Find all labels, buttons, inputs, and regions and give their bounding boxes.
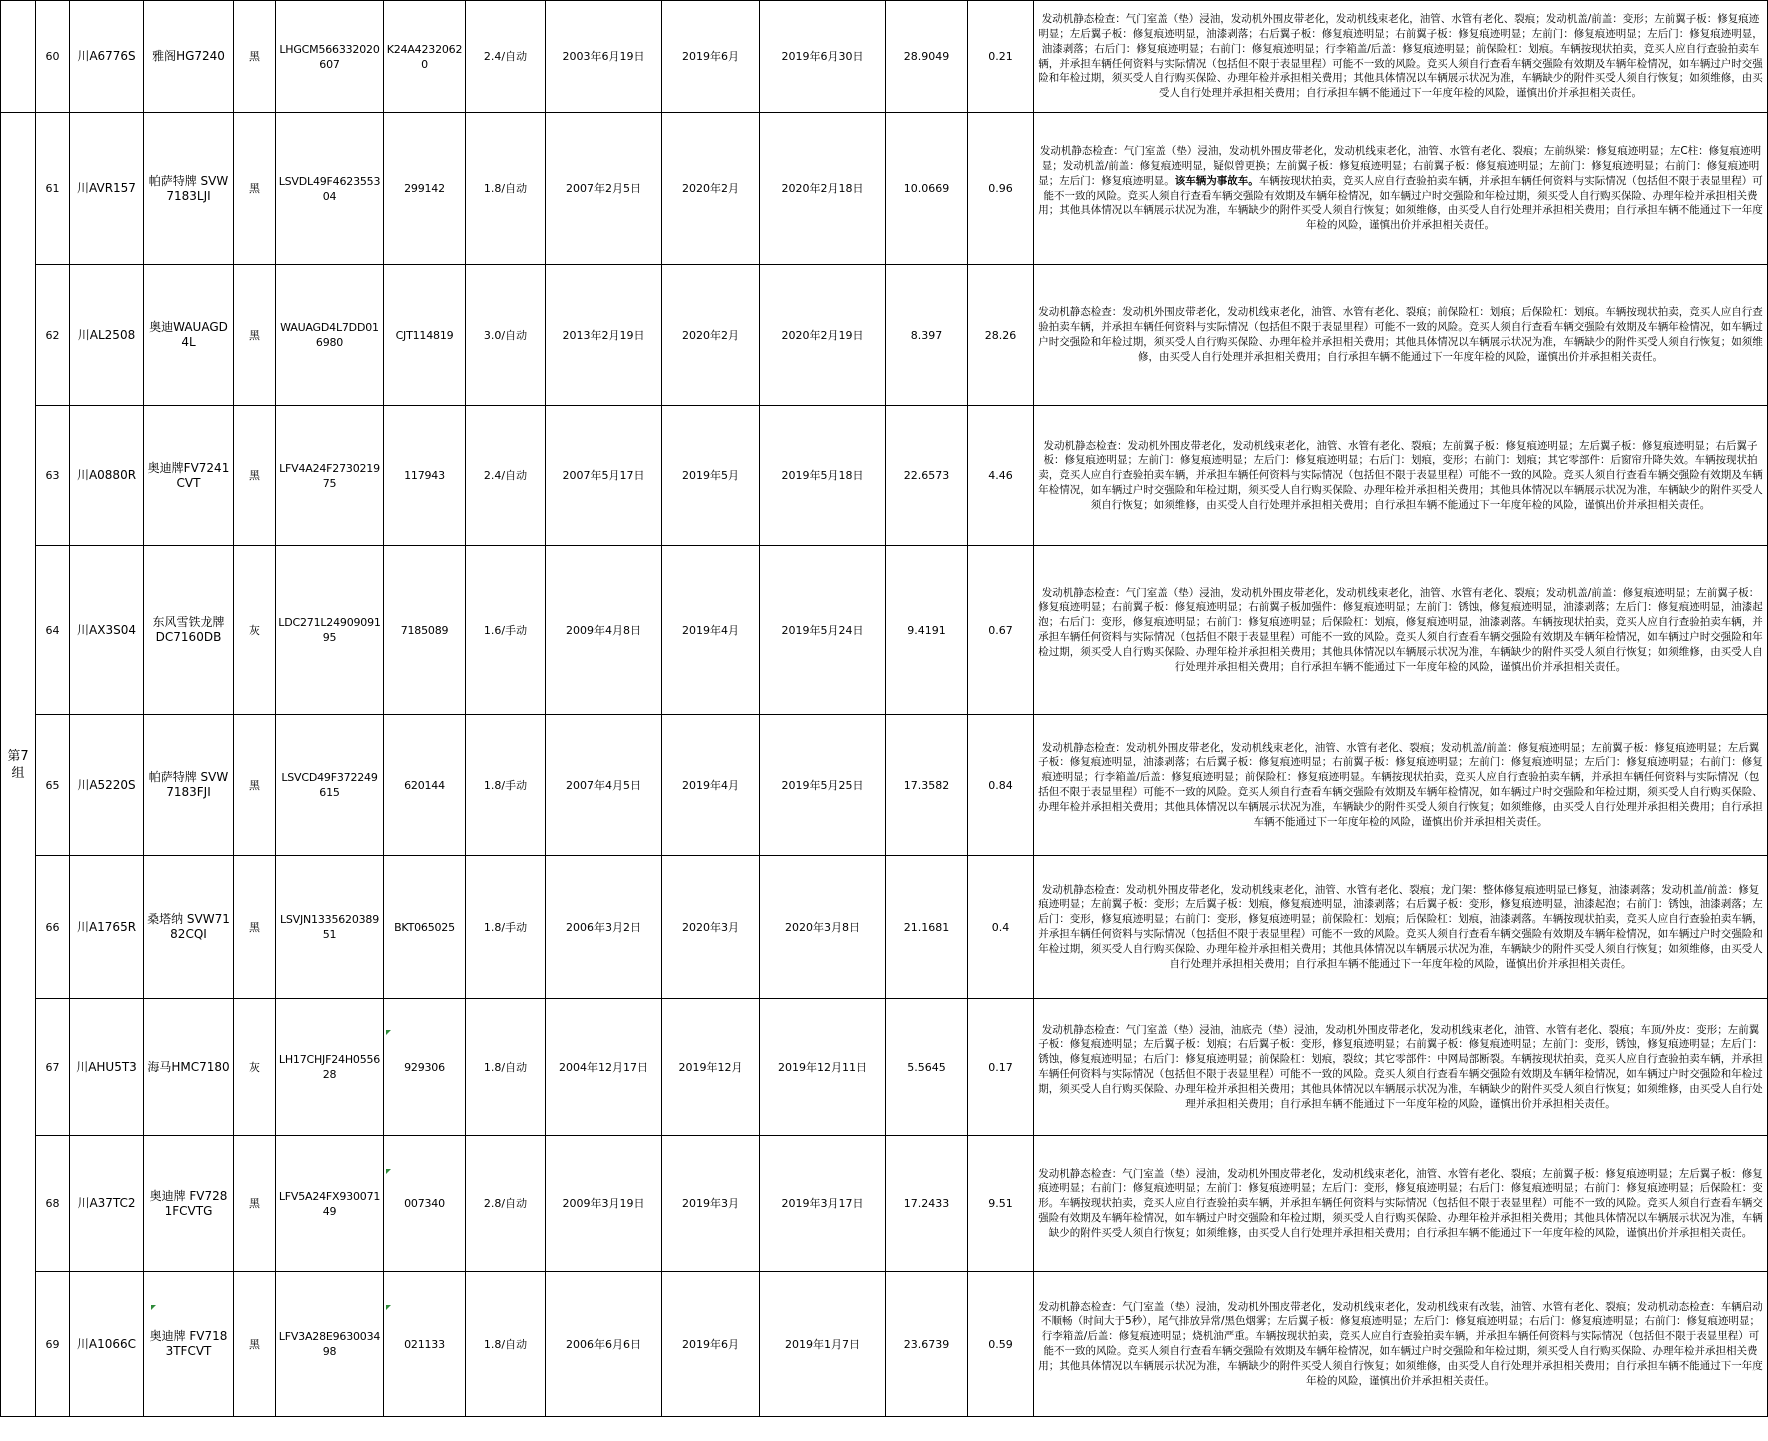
row-number: 60 <box>36 1 70 113</box>
vehicle-color: 灰 <box>234 546 276 715</box>
inspection-remark <box>1034 999 1768 1136</box>
vehicle-color: 黑 <box>234 856 276 999</box>
license-plate: 川A0880R <box>70 406 144 546</box>
price: 0.59 <box>968 1272 1034 1417</box>
comment-marker <box>386 1030 391 1035</box>
mileage: 22.6573 <box>886 406 968 546</box>
mileage: 5.5645 <box>886 999 968 1136</box>
row-number: 62 <box>36 265 70 406</box>
registration-date: 2007年5月17日 <box>546 406 662 546</box>
engine-number: 117943 <box>384 406 466 546</box>
vehicle-model: 奥迪牌FV7241CVT <box>144 406 234 546</box>
registration-date: 2006年3月2日 <box>546 856 662 999</box>
mileage: 10.0669 <box>886 113 968 265</box>
price: 0.21 <box>968 1 1034 113</box>
inspection-valid-until: 2019年6月 <box>662 1272 760 1417</box>
inspection-remark <box>1034 715 1768 856</box>
registration-date: 2003年6月19日 <box>546 1 662 113</box>
inspection-valid-until: 2019年12月 <box>662 999 760 1136</box>
row-number: 64 <box>36 546 70 715</box>
price: 0.96 <box>968 113 1034 265</box>
vehicle-color: 黑 <box>234 113 276 265</box>
inspection-valid-until: 2020年3月 <box>662 856 760 999</box>
mileage: 21.1681 <box>886 856 968 999</box>
table-row <box>1 113 1768 265</box>
comment-marker <box>151 1305 156 1310</box>
insurance-valid-until: 2020年2月19日 <box>760 265 886 406</box>
vehicle-model: 帕萨特牌 SVW7183FJI <box>144 715 234 856</box>
remark-text: 发动机静态检查：气门室盖（垫）浸油，发动机外围皮带老化，发动机线束老化，油管、水管有老化、裂痕；左前翼子板：修复痕迹明显；左后翼子板：修复痕迹明显；右前门：修复痕迹明显；左前门：修复痕迹明显；左后门：变形，修复痕迹明显；右后门：修复痕迹明显；右前门：修复痕迹明显；后保险杠：变形。车辆按现状拍卖，竞买人应自行查验拍卖车辆，并承担车辆任何资料与实际情况（包括但不限于表显里程）可能不一致的风险。竞买人须自行查看车辆交强险有效期及车辆年检情况，如车辆过户时交强险和年检过期，须买受人自行购买保险、办理年检并承担相关费用；其他具体情况以车辆展示状况为准，车辆缺少的附件买受人须自行恢复；如须维修，由买受人自行处理并承担相关费用；自行承担车辆不能通过下一年度年检的风险，谨慎出价并承担相关责任。 <box>1038 1167 1763 1239</box>
engine-number: 299142 <box>384 113 466 265</box>
remark-text-continued: 车辆按现状拍卖，竞买人应自行查验拍卖车辆，并承担车辆任何资料与实际情况（包括但不限于表显里程）可能不一致的风险。竞买人须自行查看车辆交强险有效期及车辆年检情况，如车辆过户时交强险和年检过期，须买受人自行购买保险、办理年检并承担相关费用；其他具体情况以车辆展示状况为准，车辆缺少的附件买受人须自行恢复；如须维修，由买受人自行处理并承担相关费用；自行承担车辆不能通过下一年度年检的风险，谨慎出价并承担相关责任。 <box>1038 174 1763 232</box>
inspection-valid-until: 2019年3月 <box>662 1136 760 1272</box>
insurance-valid-until: 2019年12月11日 <box>760 999 886 1136</box>
registration-date: 2013年2月19日 <box>546 265 662 406</box>
mileage: 9.4191 <box>886 546 968 715</box>
row-number: 69 <box>36 1272 70 1417</box>
inspection-remark <box>1034 406 1768 546</box>
engine-number: 620144 <box>384 715 466 856</box>
mileage: 28.9049 <box>886 1 968 113</box>
engine-number: 007340 <box>384 1136 466 1272</box>
displacement-transmission: 1.8/自动 <box>466 1272 546 1417</box>
inspection-remark <box>1034 546 1768 715</box>
registration-date: 2004年12月17日 <box>546 999 662 1136</box>
vehicle-color: 黑 <box>234 1136 276 1272</box>
vehicle-color: 黑 <box>234 406 276 546</box>
inspection-remark <box>1034 1 1768 113</box>
insurance-valid-until: 2019年3月17日 <box>760 1136 886 1272</box>
license-plate: 川A6776S <box>70 1 144 113</box>
table-row <box>1 546 1768 715</box>
table-body <box>1 1 1768 1417</box>
row-number: 68 <box>36 1136 70 1272</box>
inspection-valid-until: 2020年2月 <box>662 265 760 406</box>
displacement-transmission: 2.8/自动 <box>466 1136 546 1272</box>
license-plate: 川A1066C <box>70 1272 144 1417</box>
table-row <box>1 856 1768 999</box>
vehicle-model: 奥迪牌 FV7281FCVTG <box>144 1136 234 1272</box>
price: 9.51 <box>968 1136 1034 1272</box>
vehicle-model: 东风雪铁龙牌 DC7160DB <box>144 546 234 715</box>
vin-number: LDC271L2490909195 <box>276 546 384 715</box>
remark-text: 发动机静态检查：气门室盖（垫）浸油，油底壳（垫）浸油，发动机外围皮带老化，发动机线束老化，油管、水管有老化、裂痕；车顶/外皮：变形；左前翼子板：修复痕迹明显；左后翼子板：划痕；右后翼子板：变形，修复痕迹明显；右前翼子板：修复痕迹明显；左前门：变形，锈蚀，修复痕迹明显；左后门：锈蚀，修复痕迹明显；右后门：修复痕迹明显；前保险杠：划痕，裂纹；其它零部件：中网局部断裂。车辆按现状拍卖，竞买人应自行查验拍卖车辆，并承担车辆任何资料与实际情况（包括但不限于表显里程）可能不一致的风险。竞买人须自行查看车辆交强险有效期及车辆年检情况，如车辆过户时交强险和年检过期，须买受人自行购买保险、办理年检并承担相关费用；其他具体情况以车辆展示状况为准，车辆缺少的附件买受人须自行恢复；如须维修，由买受人自行处理并承担相关费用；自行承担车辆不能通过下一年度年检的风险，谨慎出价并承担相关责任。 <box>1038 1023 1763 1110</box>
price: 4.46 <box>968 406 1034 546</box>
registration-date: 2009年3月19日 <box>546 1136 662 1272</box>
displacement-transmission: 2.4/自动 <box>466 406 546 546</box>
vehicle-color: 灰 <box>234 999 276 1136</box>
vehicle-model: 帕萨特牌 SVW7183LJI <box>144 113 234 265</box>
engine-number: 929306 <box>384 999 466 1136</box>
vin-number: WAUAGD4L7DD016980 <box>276 265 384 406</box>
remark-text: 发动机静态检查：发动机外围皮带老化，发动机线束老化，油管、水管有老化、裂痕；龙门架：整体修复痕迹明显已修复，油漆剥落；发动机盖/前盖：修复痕迹明显；左前翼子板：变形；左后翼子板：划痕，修复痕迹明显，油漆剥落；右后翼子板：变形，修复痕迹明显，油漆起泡；右前门：锈蚀，油漆剥落；左后门：变形，修复痕迹明显；右前门：变形，修复痕迹明显；前保险杠：划痕；后保险杠：划痕，油漆剥落。车辆按现状拍卖，竞买人应自行查验拍卖车辆，并承担车辆任何资料与实际情况（包括但不限于表显里程）可能不一致的风险。竞买人须自行查看车辆交强险有效期及车辆年检情况，如车辆过户时交强险和年检过期，须买受人自行购买保险、办理年检并承担相关费用；其他具体情况以车辆展示状况为准，车辆缺少的附件买受人须自行恢复；如须维修，由买受人自行处理并承担相关费用；自行承担车辆不能通过下一年度年检的风险，谨慎出价并承担相关责任。 <box>1038 883 1763 970</box>
comment-marker <box>386 1305 391 1310</box>
mileage: 8.397 <box>886 265 968 406</box>
inspection-valid-until: 2019年5月 <box>662 406 760 546</box>
displacement-transmission: 1.8/自动 <box>466 113 546 265</box>
mileage: 17.3582 <box>886 715 968 856</box>
license-plate: 川AL2508 <box>70 265 144 406</box>
displacement-transmission: 1.8/手动 <box>466 715 546 856</box>
row-number: 65 <box>36 715 70 856</box>
engine-number: CJT114819 <box>384 265 466 406</box>
license-plate: 川AX3S04 <box>70 546 144 715</box>
inspection-remark <box>1034 1136 1768 1272</box>
inspection-valid-until: 2019年4月 <box>662 715 760 856</box>
table-row <box>1 406 1768 546</box>
insurance-valid-until: 2019年1月7日 <box>760 1272 886 1417</box>
accident-warning: 该车辆为事故车。 <box>1174 174 1259 187</box>
vin-number: LHGCM566332020607 <box>276 1 384 113</box>
vin-number: LSVCD49F372249615 <box>276 715 384 856</box>
vehicle-model: 桑塔纳 SVW7182CQI <box>144 856 234 999</box>
table-row <box>1 1 1768 113</box>
engine-number: 7185089 <box>384 546 466 715</box>
table-row <box>1 1136 1768 1272</box>
remark-text: 发动机静态检查：气门室盖（垫）浸油，发动机外围皮带老化，发动机线束老化，发动机线束有改装，油管、水管有老化、裂痕；发动机动态检查：车辆启动不顺畅（时间大于5秒），尾气排放异常/黑色烟雾；左后翼子板：修复痕迹明显；左后门：修复痕迹明显；右后门：修复痕迹明显；右前门：修复痕迹明显；行李箱盖/后盖：修复痕迹明显；烧机油严重。车辆按现状拍卖，竞买人应自行查验拍卖车辆，并承担车辆任何资料与实际情况（包括但不限于表显里程）可能不一致的风险。竞买人须自行查看车辆交强险有效期及车辆年检情况，如车辆过户时交强险和年检过期，须买受人自行购买保险、办理年检并承担相关费用；其他具体情况以车辆展示状况为准，车辆缺少的附件买受人须自行恢复；如须维修，由买受人自行处理并承担相关费用；自行承担车辆不能通过下一年度年检的风险，谨慎出价并承担相关责任。 <box>1038 1300 1763 1387</box>
vin-number: LH17CHJF24H055628 <box>276 999 384 1136</box>
vehicle-model: 奥迪牌 FV7183TFCVT <box>144 1272 234 1417</box>
row-filler-cell <box>1 1 36 113</box>
vehicle-color: 黑 <box>234 715 276 856</box>
inspection-remark <box>1034 113 1768 265</box>
inspection-valid-until: 2020年2月 <box>662 113 760 265</box>
displacement-transmission: 3.0/自动 <box>466 265 546 406</box>
inspection-remark <box>1034 265 1768 406</box>
engine-number: BKT065025 <box>384 856 466 999</box>
price: 0.67 <box>968 546 1034 715</box>
price: 0.17 <box>968 999 1034 1136</box>
price: 0.84 <box>968 715 1034 856</box>
vin-number: LFV3A28E963003498 <box>276 1272 384 1417</box>
vehicle-model: 奥迪WAUAGD4L <box>144 265 234 406</box>
comment-marker <box>386 1169 391 1174</box>
vin-number: LSVDL49F462355304 <box>276 113 384 265</box>
displacement-transmission: 1.6/手动 <box>466 546 546 715</box>
vin-number: LSVJN133562038951 <box>276 856 384 999</box>
license-plate: 川AHU5T3 <box>70 999 144 1136</box>
displacement-transmission: 1.8/手动 <box>466 856 546 999</box>
registration-date: 2007年2月5日 <box>546 113 662 265</box>
table-row <box>1 265 1768 406</box>
remark-text: 发动机静态检查：气门室盖（垫）浸油，发动机外围皮带老化，发动机线束老化，油管、水管有老化、裂痕；发动机盖/前盖：修复痕迹明显；左前翼子板：修复痕迹明显；右前翼子板：修复痕迹明显；右前翼子板加强件：修复痕迹明显；左前门：锈蚀，修复痕迹明显，油漆剥落；左后门：修复痕迹明显，油漆起泡；右后门：变形，修复痕迹明显；右前门：修复痕迹明显；后保险杠：划痕，修复痕迹明显，油漆剥落。车辆按现状拍卖，竞买人应自行查验拍卖车辆，并承担车辆任何资料与实际情况（包括但不限于表显里程）可能不一致的风险。竞买人须自行查看车辆交强险有效期及车辆年检情况，如车辆过户时交强险和年检过期，须买受人自行购买保险、办理年检并承担相关费用；其他具体情况以车辆展示状况为准，车辆缺少的附件买受人须自行恢复；如须维修，由买受人自行处理并承担相关费用；自行承担车辆不能通过下一年度年检的风险，谨慎出价并承担相关责任。 <box>1038 586 1763 673</box>
vehicle-color: 黑 <box>234 1272 276 1417</box>
row-number: 63 <box>36 406 70 546</box>
insurance-valid-until: 2020年3月8日 <box>760 856 886 999</box>
vehicle-color: 黑 <box>234 265 276 406</box>
insurance-valid-until: 2019年6月30日 <box>760 1 886 113</box>
registration-date: 2009年4月8日 <box>546 546 662 715</box>
price: 28.26 <box>968 265 1034 406</box>
inspection-valid-until: 2019年6月 <box>662 1 760 113</box>
vin-number: LFV5A24FX93007149 <box>276 1136 384 1272</box>
remark-text: 发动机静态检查：发动机外围皮带老化，发动机线束老化，油管、水管有老化、裂痕；左前翼子板：修复痕迹明显；左后翼子板：修复痕迹明显；右后翼子板：修复痕迹明显；左前门：修复痕迹明显；左后门：修复痕迹明显；右后门：划痕，变形；右前门：划痕；其它零部件：后窗帘升降失效。车辆按现状拍卖，竞买人应自行查验拍卖车辆，并承担车辆任何资料与实际情况（包括但不限于表显里程）可能不一致的风险。竞买人须自行查看车辆交强险有效期及车辆年检情况，如车辆过户时交强险和年检过期，须买受人自行购买保险、办理年检并承担相关费用；其他具体情况以车辆展示状况为准，车辆缺少的附件买受人须自行恢复；如须维修，由买受人自行处理并承担相关费用；自行承担车辆不能通过下一年度年检的风险，谨慎出价并承担相关责任。 <box>1038 439 1763 511</box>
insurance-valid-until: 2019年5月24日 <box>760 546 886 715</box>
inspection-valid-until: 2019年4月 <box>662 546 760 715</box>
vehicle-model: 海马HMC7180 <box>144 999 234 1136</box>
vehicle-model: 雅阁HG7240 <box>144 1 234 113</box>
license-plate: 川AVR157 <box>70 113 144 265</box>
insurance-valid-until: 2019年5月18日 <box>760 406 886 546</box>
remark-text: 发动机静态检查：气门室盖（垫）浸油，发动机外围皮带老化，发动机线束老化，油管、水管有老化、裂痕；发动机盖/前盖：变形；左前翼子板：修复痕迹明显；左后翼子板：修复痕迹明显，油漆剥落；右后翼子板：修复痕迹明显；右前翼子板：修复痕迹明显；左前门：修复痕迹明显；左后门：修复痕迹明显，油漆剥落；右后门：修复痕迹明显；右前门：修复痕迹明显；行李箱盖/后盖：修复痕迹明显；前保险杠：划痕。车辆按现状拍卖，竞买人应自行查验拍卖车辆，并承担车辆任何资料与实际情况（包括但不限于表显里程）可能不一致的风险。竞买人须自行查看车辆交强险有效期及车辆年检情况，如车辆过户时交强险和年检过期，须买受人自行购买保险、办理年检并承担相关费用；其他具体情况以车辆展示状况为准，车辆缺少的附件买受人须自行恢复；如须维修，由买受人自行处理并承担相关费用；自行承担车辆不能通过下一年度年检的风险，谨慎出价并承担相关责任。 <box>1038 13 1763 100</box>
table-row <box>1 1272 1768 1417</box>
table-row <box>1 715 1768 856</box>
registration-date: 2006年6月6日 <box>546 1272 662 1417</box>
displacement-transmission: 1.8/自动 <box>466 999 546 1136</box>
price: 0.4 <box>968 856 1034 999</box>
registration-date: 2007年4月5日 <box>546 715 662 856</box>
insurance-valid-until: 2019年5月25日 <box>760 715 886 856</box>
table-row <box>1 999 1768 1136</box>
group-label: 第7组 <box>1 113 36 1417</box>
license-plate: 川A5220S <box>70 715 144 856</box>
engine-number: K24A42320620 <box>384 1 466 113</box>
inspection-remark <box>1034 856 1768 999</box>
row-number: 67 <box>36 999 70 1136</box>
remark-text: 发动机静态检查：气门室盖（垫）浸油，发动机外围皮带老化，发动机线束老化，油管、水管有老化、裂痕；左前纵梁：修复痕迹明显；左C柱：修复痕迹明显；发动机盖/前盖：修复痕迹明显，疑似曾更换；左前翼子板：修复痕迹明显；右前翼子板：修复痕迹明显；左前门：修复痕迹明显；右前门：修复痕迹明显；左后门：修复痕迹明显。 <box>1038 145 1762 187</box>
remark-text: 发动机静态检查：发动机外围皮带老化，发动机线束老化，油管、水管有老化、裂痕；发动机盖/前盖：修复痕迹明显；左前翼子板：修复痕迹明显；左后翼子板：修复痕迹明显，油漆剥落；右后翼子板：修复痕迹明显；右前翼子板：修复痕迹明显；左前门：修复痕迹明显；左后门：修复痕迹明显；右前门：修复痕迹明显；行李箱盖/后盖：修复痕迹明显；前保险杠：修复痕迹明显。车辆按现状拍卖，竞买人应自行查验拍卖车辆，并承担车辆任何资料与实际情况（包括但不限于表显里程）可能不一致的风险。竞买人须自行查看车辆交强险有效期及车辆年检情况，如车辆过户时交强险和年检过期，须买受人自行购买保险、办理年检并承担相关费用；其他具体情况以车辆展示状况为准，车辆缺少的附件买受人须自行恢复；如须维修，由买受人自行处理并承担相关费用；自行承担车辆不能通过下一年度年检的风险，谨慎出价并承担相关责任。 <box>1038 741 1763 828</box>
row-number: 66 <box>36 856 70 999</box>
license-plate: 川A37TC2 <box>70 1136 144 1272</box>
inspection-remark <box>1034 1272 1768 1417</box>
mileage: 23.6739 <box>886 1272 968 1417</box>
row-number: 61 <box>36 113 70 265</box>
mileage: 17.2433 <box>886 1136 968 1272</box>
displacement-transmission: 2.4/自动 <box>466 1 546 113</box>
insurance-valid-until: 2020年2月18日 <box>760 113 886 265</box>
vehicle-color: 黑 <box>234 1 276 113</box>
remark-text: 发动机静态检查：发动机外围皮带老化，发动机线束老化，油管、水管有老化、裂痕；前保险杠：划痕；后保险杠：划痕。车辆按现状拍卖，竞买人应自行查验拍卖车辆，并承担车辆任何资料与实际情况（包括但不限于表显里程）可能不一致的风险。竞买人须自行查看车辆交强险有效期及车辆年检情况，如车辆过户时交强险和年检过期，须买受人自行购买保险、办理年检并承担相关费用；其他具体情况以车辆展示状况为准，车辆缺少的附件买受人须自行恢复；如须维修，由买受人自行处理并承担相关费用；自行承担车辆不能通过下一年度年检的风险，谨慎出价并承担相关责任。 <box>1038 306 1763 363</box>
license-plate: 川A1765R <box>70 856 144 999</box>
vin-number: LFV4A24F273021975 <box>276 406 384 546</box>
engine-number: 021133 <box>384 1272 466 1417</box>
